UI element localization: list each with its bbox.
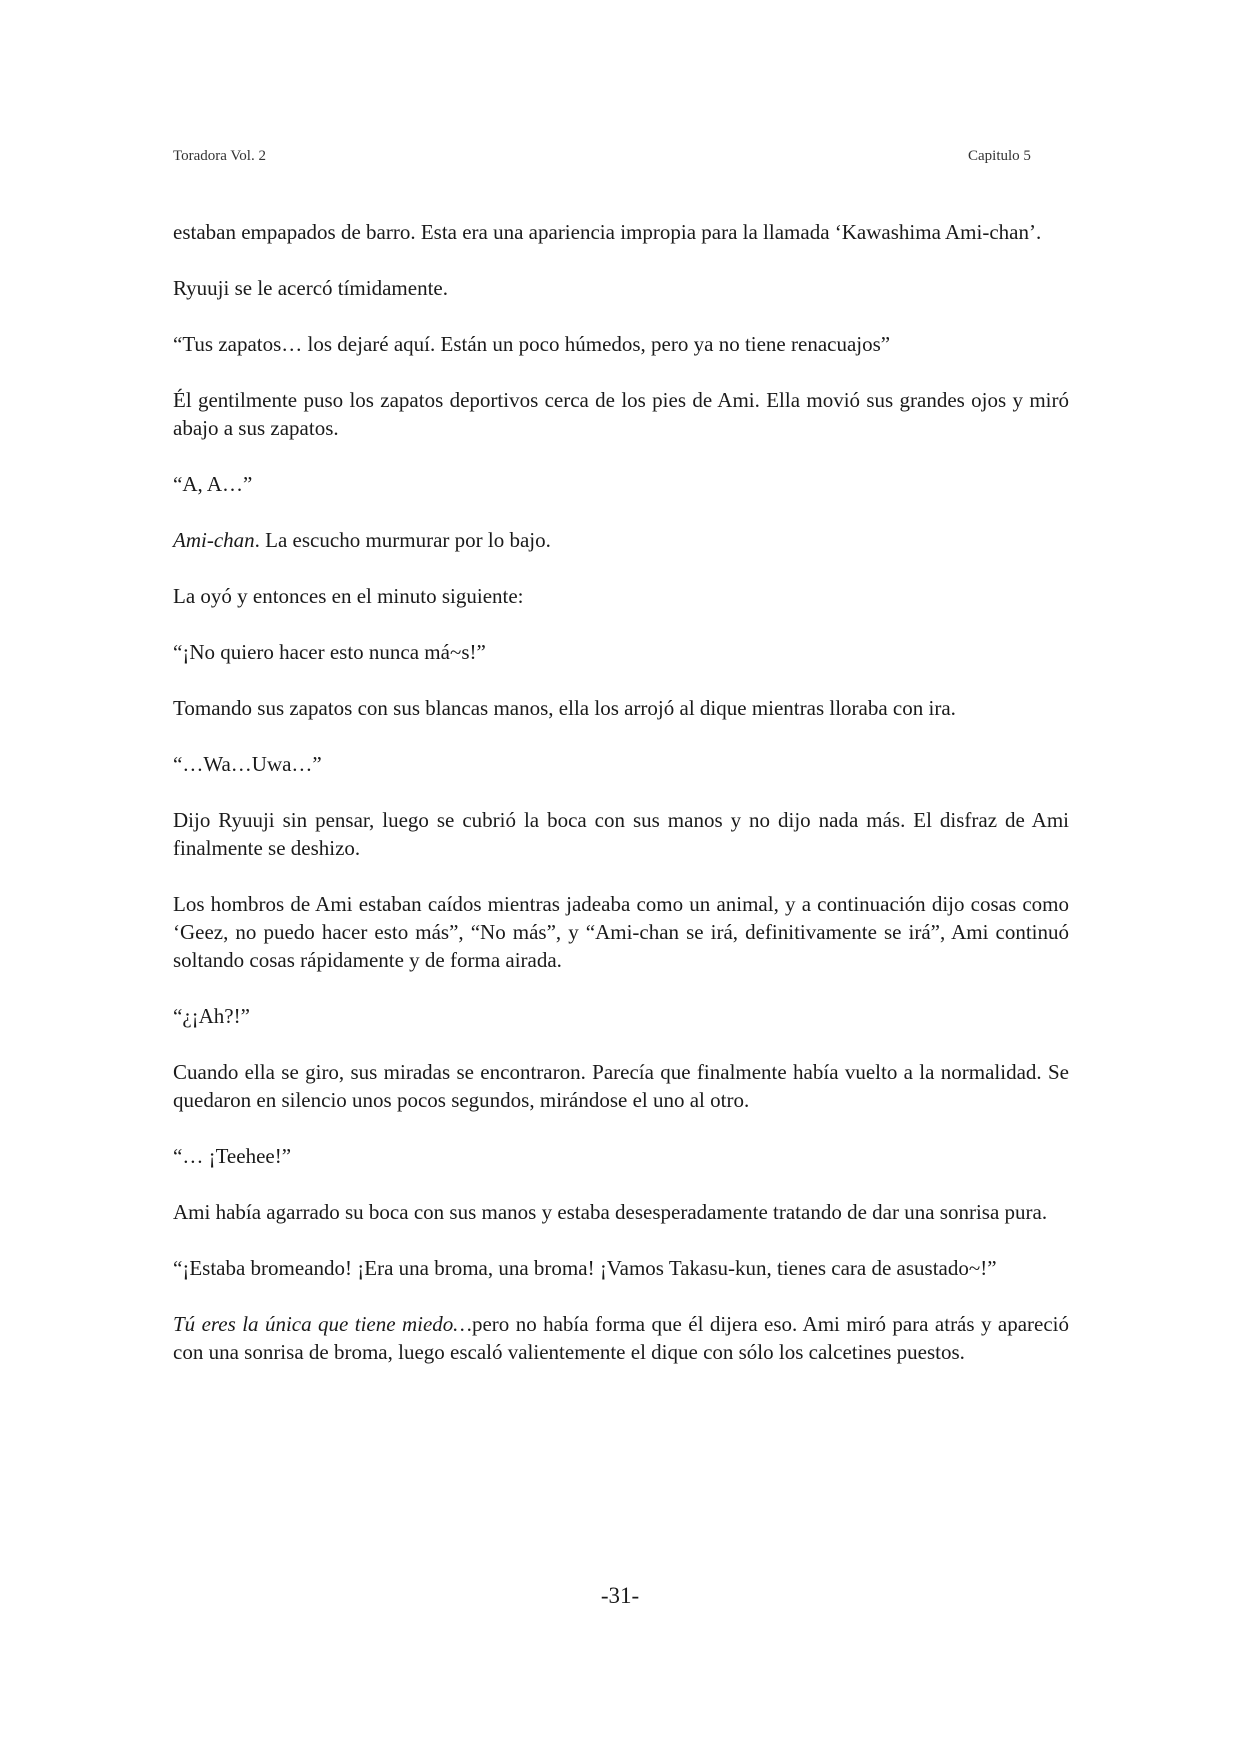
paragraph: “¡No quiero hacer esto nunca má~s!” (173, 640, 486, 664)
paragraph: Tomando sus zapatos con sus blancas manos, ella los arrojó al dique mientras lloraba con ira. (173, 696, 956, 720)
paragraph: Cuando ella se giro, sus miradas se encontraron. Parecía que finalmente había vuelto a la normalidad. Se quedaron en silencio unos pocos segundos, mirándose el uno al otro. (173, 1060, 1069, 1112)
paragraph: “A, A…” (173, 472, 253, 496)
paragraph: Ami-chan. La escucho murmurar por lo bajo. (173, 528, 551, 552)
running-header-title: Toradora Vol. 2 (173, 148, 266, 164)
italic-text: Tú eres la única que tiene miedo… (173, 1312, 472, 1336)
paragraph: “… ¡Teehee!” (173, 1144, 292, 1168)
page-number: -31- (600, 1583, 640, 1608)
paragraph: Tú eres la única que tiene miedo…pero no había forma que él dijera eso. Ami miró para atrás y apareció con una sonrisa de broma, luego escaló valientemente el dique con sólo los calcetines puestos. (173, 1312, 1069, 1364)
paragraph: “¡Estaba bromeando! ¡Era una broma, una broma! ¡Vamos Takasu-kun, tienes cara de asustado~!” (173, 1256, 997, 1280)
paragraph: “Tus zapatos… los dejaré aquí. Están un poco húmedos, pero ya no tiene renacuajos” (173, 332, 891, 356)
italic-text: Ami-chan (173, 528, 255, 552)
paragraph: Él gentilmente puso los zapatos deportivos cerca de los pies de Ami. Ella movió sus grandes ojos y miró abajo a sus zapatos. (173, 388, 1069, 440)
running-header-chapter: Capitulo 5 (968, 148, 1031, 164)
paragraph: “¿¡Ah?!” (173, 1004, 250, 1028)
paragraph: “…Wa…Uwa…” (173, 752, 322, 776)
paragraph: Dijo Ryuuji sin pensar, luego se cubrió la boca con sus manos y no dijo nada más. El disfraz de Ami finalmente se deshizo. (173, 808, 1069, 860)
paragraph: Ryuuji se le acercó tímidamente. (173, 276, 448, 300)
paragraph: La oyó y entonces en el minuto siguiente: (173, 584, 524, 608)
paragraph: estaban empapados de barro. Esta era una apariencia impropia para la llamada ‘Kawashima Ami-chan’. (173, 220, 1042, 244)
body-text (173, 218, 1069, 1394)
paragraph: Los hombros de Ami estaban caídos mientras jadeaba como un animal, y a continuación dijo cosas como ‘Geez, no puedo hacer esto más”, “No más”, y “Ami-chan se irá, definitivamente se irá”, Ami continuó soltando cosas rápidamente y de forma airada. (173, 892, 1069, 972)
paragraph: Ami había agarrado su boca con sus manos y estaba desesperadamente tratando de dar una sonrisa pura. (173, 1200, 1048, 1224)
